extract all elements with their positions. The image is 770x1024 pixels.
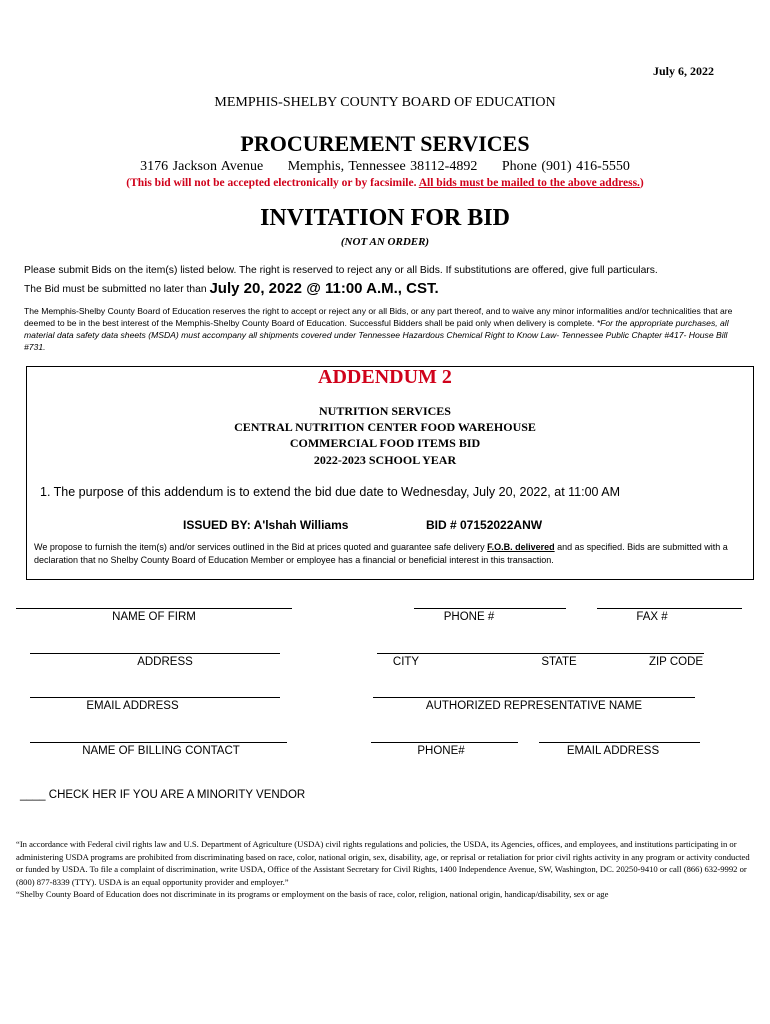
terms-paragraph	[24, 305, 744, 353]
billing-contact-label: NAME OF BILLING CONTACT	[82, 745, 240, 757]
street-address: 3176 Jackson Avenue	[140, 159, 264, 174]
due-prefix: The Bid must be submitted no later than	[24, 284, 210, 295]
addendum-purpose: 1. The purpose of this addendum is to extend the bid due date to Wednesday, July 20, 2022, at 11:00 AM	[40, 485, 621, 499]
phone-number: Phone (901) 416-5550	[501, 159, 630, 174]
state-label: STATE	[541, 656, 577, 668]
bid-number: BID # 07152022ANW	[426, 518, 543, 532]
instruction-line-1: Please submit Bids on the item(s) listed below. The right is reserved to reject any or all Bids. If substitutions are offered, give full particulars.	[24, 265, 658, 276]
phone-label: PHONE #	[443, 611, 495, 623]
address-field[interactable]	[30, 653, 280, 654]
usda-statement	[16, 838, 754, 901]
addendum-line-4: 2022-2023 SCHOOL YEAR	[313, 453, 457, 467]
propose-prefix: We propose to furnish the item(s) and/or services outlined in the Bid at prices quoted and guarantee safe delivery	[34, 542, 488, 552]
firm-name-label: NAME OF FIRM	[112, 611, 196, 623]
fob-delivered: F.O.B. delivered	[487, 542, 555, 552]
warning-underlined: All bids must be mailed to the above address.	[418, 177, 640, 189]
city-address: Memphis, Tennessee 38112-4892	[287, 159, 478, 174]
fax-field[interactable]	[597, 608, 742, 609]
page-subtitle: (NOT AN ORDER)	[340, 236, 430, 248]
minority-vendor-checkbox[interactable]: ____ CHECK HER IF YOU ARE A MINORITY VENDOR	[20, 789, 306, 801]
department-title: PROCUREMENT SERVICES	[240, 131, 530, 156]
firm-name-field[interactable]	[16, 608, 292, 609]
document-date: July 6, 2022	[652, 64, 714, 78]
city-label: CITY	[392, 656, 420, 668]
email-label: EMAIL ADDRESS	[86, 700, 179, 712]
fax-label: FAX #	[636, 611, 668, 623]
addendum-title: ADDENDUM 2	[318, 366, 452, 388]
instruction-line-2	[24, 280, 439, 297]
email2-field[interactable]	[539, 742, 700, 743]
authorized-rep-label: AUTHORIZED REPRESENTATIVE NAME	[425, 700, 643, 712]
page-title: INVITATION FOR BID	[260, 205, 510, 231]
contact-address	[0, 159, 770, 175]
addendum-line-1: NUTRITION SERVICES	[319, 404, 451, 418]
phone-field[interactable]	[414, 608, 566, 609]
warning-suffix: )	[639, 177, 644, 189]
mail-warning	[0, 177, 770, 189]
phone2-label: PHONE#	[417, 745, 465, 757]
city-state-zip-field[interactable]	[377, 653, 704, 654]
propose-suffix: and as specified. Bids are submitted with a declaration that no Shelby County Board of Education Member or employee has a financial or beneficial interest in this transaction.	[34, 542, 728, 565]
terms-text: The Memphis-Shelby County Board of Education reserves the right to accept or reject any or all Bids, or any part thereof, and to waive any minor informalities and/or technicalities that are deemed to be in the best interest of the Memphis-Shelby County Board of Education. Successful Bidders shall be paid only when delivery is complete.	[24, 306, 733, 328]
zip-label: ZIP CODE	[648, 656, 704, 668]
proposal-statement	[34, 541, 744, 567]
msda-note: *For the appropriate purchases, all material data safety data sheets (MSDA) must accompany all shipments covered under Tennessee Hazardous Chemical Right to Know Law- Tennessee Public Chapter #417- House Bill #731.	[24, 318, 729, 352]
issued-by: ISSUED BY: A'lshah Williams	[183, 518, 349, 532]
phone2-field[interactable]	[371, 742, 518, 743]
email2-label: EMAIL ADDRESS	[566, 745, 660, 757]
due-date: July 20, 2022 @ 11:00 A.M., CST.	[209, 280, 439, 297]
usda-nondiscrimination: “In accordance with Federal civil rights law and U.S. Department of Agriculture (USDA) civil rights regulations and policies, the USDA, its Agencies, offices, and employees, and institutions participating in or administering USDA programs are prohibited from discriminating based on race, color, national origin, sex, disability, age, or reprisal or retaliation for prior civil rights activity in any program or activity conducted or funded by USDA. To file a complaint of discrimination, write USDA, Office of the Assistant Secretary for Civil Rights, 1400 Independence Avenue, SW, Washington, DC. 20250-9410 or call (866) 632-9992 or (800) 877-8339 (TTY). USDA is an equal opportunity provider and employer.”	[16, 839, 750, 887]
authorized-rep-field[interactable]	[373, 697, 695, 698]
shelby-nondiscrimination: “Shelby County Board of Education does not discriminate in its programs or employment on the basis of race, color, religion, national origin, handicap/disability, sex or age	[16, 889, 609, 899]
billing-contact-field[interactable]	[30, 742, 287, 743]
addendum-line-3: COMMERCIAL FOOD ITEMS BID	[289, 436, 481, 450]
email-field[interactable]	[30, 697, 280, 698]
board-name: MEMPHIS-SHELBY COUNTY BOARD OF EDUCATION	[214, 95, 556, 110]
address-label: ADDRESS	[137, 656, 193, 668]
addendum-line-2: CENTRAL NUTRITION CENTER FOOD WAREHOUSE	[234, 420, 536, 434]
warning-prefix: (This bid will not be accepted electronically or by facsimile.	[126, 177, 419, 189]
